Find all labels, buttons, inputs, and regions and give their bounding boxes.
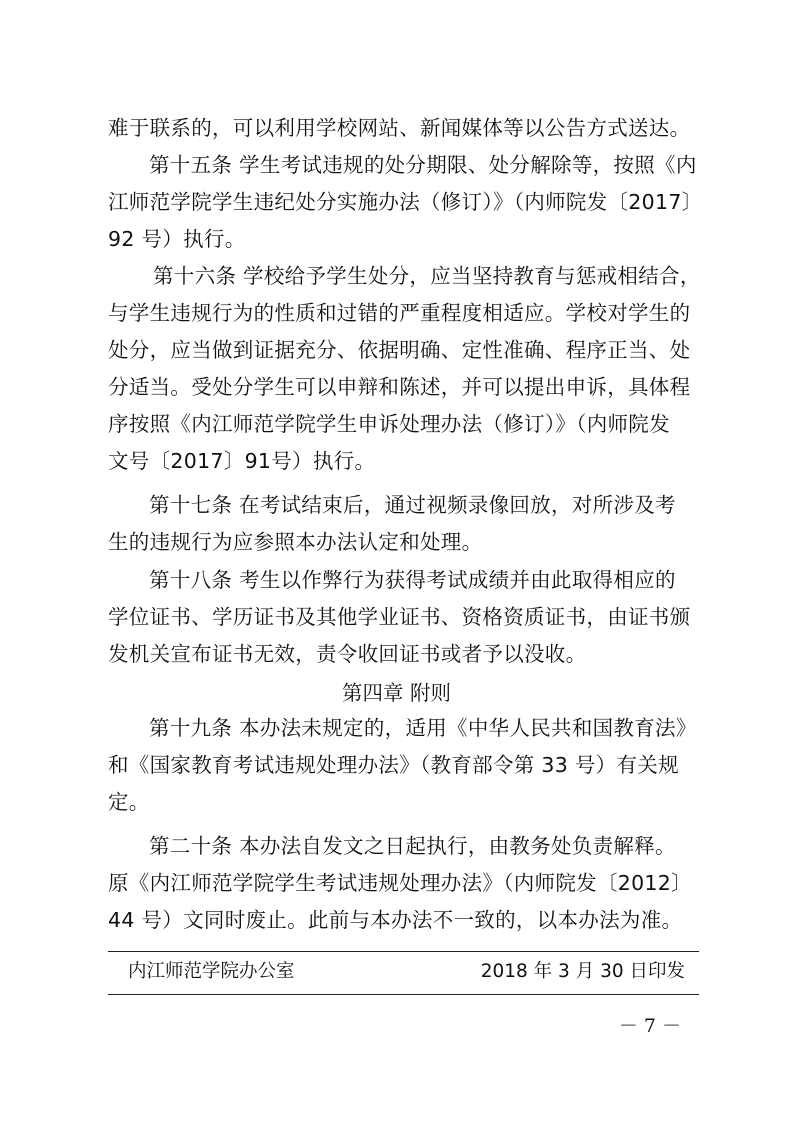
- text-line: 44 号）文同时废止。此前与本办法不一致的，以本办法为准。: [108, 908, 683, 932]
- text-line: 第十九条 本办法未规定的，适用《中华人民共和国教育法》: [149, 716, 697, 740]
- footer-bottom-rule: [108, 994, 699, 995]
- text-line: 序按照《内江师范学院学生申诉处理办法（修订）》（内师院发: [108, 412, 670, 436]
- text-line: 原《内江师范学院学生考试违规处理办法》（内师院发〔2012〕: [108, 871, 692, 895]
- text-line: 发机关宣布证书无效，责令收回证书或者予以没收。: [108, 642, 587, 666]
- text-line: 生的违规行为应参照本办法认定和处理。: [108, 530, 483, 554]
- text-line: 与学生违规行为的性质和过错的严重程度相适应。学校对学生的: [108, 301, 691, 325]
- text-line: 处分，应当做到证据充分、依据明确、定性准确、程序正当、处: [108, 338, 691, 362]
- text-line: 第十六条 学校给予学生处分，应当坚持教育与惩戒相结合，: [153, 264, 701, 288]
- text-line: 第二十条 本办法自发文之日起执行，由教务处负责解释。: [149, 834, 676, 858]
- text-line: 和《国家教育考试违规处理办法》（教育部令第 33 号）有关规: [108, 753, 679, 777]
- text-line: 第十七条 在考试结束后，通过视频录像回放，对所涉及考: [149, 493, 676, 517]
- issue-date: 2018 年 3 月 30 日印发: [480, 961, 685, 982]
- footer-top-rule: [108, 951, 699, 952]
- text-line: 难于联系的，可以利用学校网站、新闻媒体等以公告方式送达。: [108, 116, 691, 140]
- page-number: － 7 －: [618, 1015, 681, 1037]
- text-line: 文号〔2017〕91号）执行。: [108, 449, 376, 473]
- text-line: 学位证书、学历证书及其他学业证书、资格资质证书，由证书颁: [108, 605, 691, 629]
- text-line: 第十八条 考生以作弊行为获得考试成绩并由此取得相应的: [149, 568, 676, 592]
- chapter-heading: 第四章 附则: [341, 681, 452, 705]
- text-line: 第十五条 学生考试违规的处分期限、处分解除等，按照《内: [149, 153, 697, 177]
- issuer-name: 内江师范学院办公室: [128, 961, 295, 982]
- text-line: 江师范学院学生违纪处分实施办法（修订）》（内师院发〔2017〕: [108, 190, 703, 214]
- text-line: 定。: [108, 790, 150, 814]
- text-line: 92 号）执行。: [108, 227, 246, 251]
- text-line: 分适当。受处分学生可以申辩和陈述，并可以提出申诉，具体程: [108, 375, 691, 399]
